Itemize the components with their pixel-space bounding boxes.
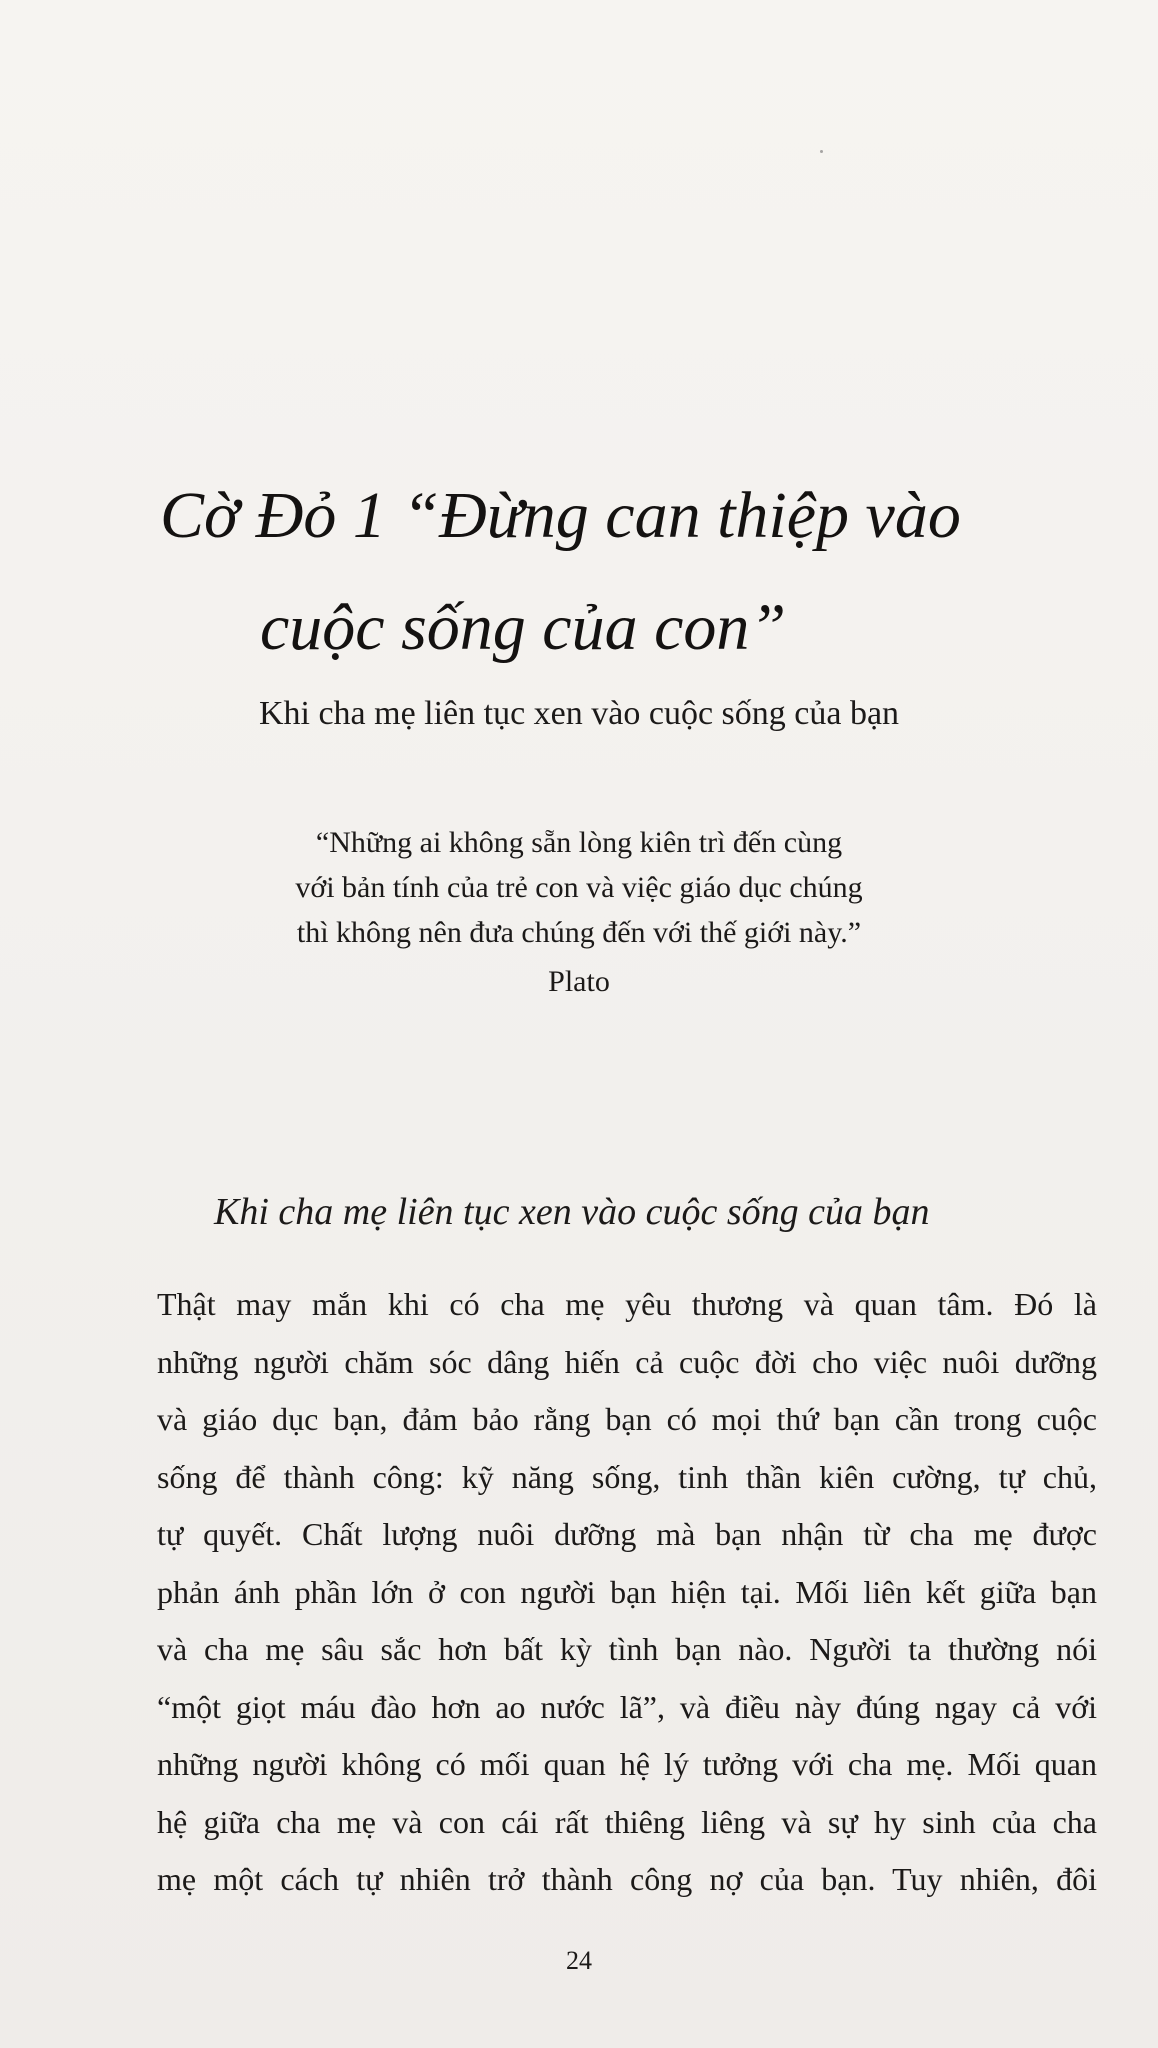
chapter-title-line-1: Cờ Đỏ 1 “Đừng can thiệp vào bbox=[160, 479, 961, 552]
chapter-title bbox=[160, 460, 1060, 684]
paragraph-line: “một giọt máu đào hơn ao nước lã”, và điều này đúng ngay cả với bbox=[157, 1688, 1097, 1725]
paragraph-line: mẹ một cách tự nhiên trở thành công nợ của bạn. Tuy nhiên, đôi bbox=[157, 1861, 1097, 1897]
paragraph-line: những người chăm sóc dâng hiến cả cuộc đời cho việc nuôi dưỡng bbox=[157, 1343, 1097, 1380]
quote-line: “Những ai không sẵn lòng kiên trì đến cùng bbox=[315, 826, 843, 859]
quote-author: Plato bbox=[548, 965, 610, 998]
ink-speck bbox=[820, 150, 823, 153]
paragraph-line: hệ giữa cha mẹ và con cái rất thiêng liêng và sự hy sinh của cha bbox=[157, 1803, 1097, 1840]
chapter-subtitle: Khi cha mẹ liên tục xen vào cuộc sống của bạn bbox=[258, 695, 900, 732]
chapter-title-line-2: cuộc sống của con” bbox=[260, 591, 787, 664]
paragraph-line: tự quyết. Chất lượng nuôi dưỡng mà bạn nhận từ cha mẹ được bbox=[157, 1516, 1097, 1552]
paragraph-line: phản ánh phần lớn ở con người bạn hiện tại. Mối liên kết giữa bạn bbox=[157, 1573, 1097, 1610]
epigraph-quote bbox=[0, 820, 1158, 1004]
paragraph-line: Thật may mắn khi có cha mẹ yêu thương và quan tâm. Đó là bbox=[157, 1286, 1097, 1322]
page-number: 24 bbox=[566, 1946, 592, 1975]
quote-line: thì không nên đưa chúng đến với thế giới này.” bbox=[296, 916, 862, 949]
section-heading: Khi cha mẹ liên tục xen vào cuộc sống của bạn bbox=[214, 1191, 930, 1233]
paragraph-line: và giáo dục bạn, đảm bảo rằng bạn có mọi thứ bạn cần trong cuộc bbox=[157, 1401, 1097, 1437]
paragraph-line: và cha mẹ sâu sắc hơn bất kỳ tình bạn nào. Người ta thường nói bbox=[157, 1631, 1097, 1667]
quote-line: với bản tính của trẻ con và việc giáo dục chúng bbox=[295, 871, 863, 904]
paragraph-line: những người không có mối quan hệ lý tưởng với cha mẹ. Mối quan bbox=[157, 1746, 1097, 1782]
paragraph-line: sống để thành công: kỹ năng sống, tinh thần kiên cường, tự chủ, bbox=[157, 1458, 1097, 1495]
body-paragraph bbox=[157, 1276, 1097, 1909]
